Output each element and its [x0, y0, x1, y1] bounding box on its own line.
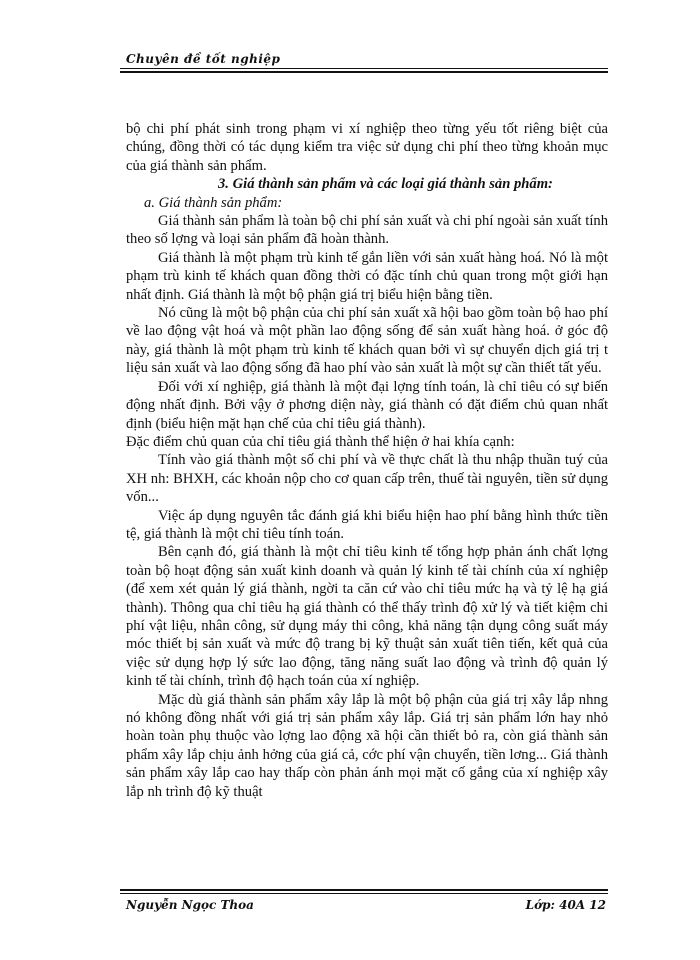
page-header-title: Chuyên đề tốt nghiệp	[126, 52, 281, 66]
paragraph-5: Đối với xí nghiệp, giá thành là một đại lợng tính toán, là chỉ tiêu có sự biến động nhất định. Bởi vậy ở phơng diện này, giá thành có đặt điểm chủ quan nhất định (biểu hiện mặt hạn chế của chỉ tiêu giá thành).	[126, 378, 608, 432]
footer-rule	[120, 893, 608, 894]
subheading: a. Giá thành sản phẩm:	[144, 194, 283, 211]
paragraph-7: Tính vào giá thành một số chi phí và về thực chất là thu nhập thuần tuý của XH nh: BHXH, các khoản nộp cho cơ quan cấp trên, thuế tài nguyên, tiền sử dụng vốn...	[126, 452, 608, 506]
header-rule-double	[120, 71, 608, 73]
paragraph-8: Việc áp dụng nguyên tắc đánh giá khi biểu hiện hao phí bằng hình thức tiền tệ, giá thành là một chỉ tiêu tính toán.	[126, 507, 608, 542]
footer-class: Lớp: 40A 12	[525, 898, 606, 912]
section-title: 3. Giá thành sản phẩm và các loại giá thành sản phẩm:	[218, 176, 553, 193]
header-rule	[120, 68, 608, 69]
page-body	[126, 120, 608, 801]
paragraph-6: Đặc điểm chủ quan của chỉ tiêu giá thành thể hiện ở hai khía cạnh:	[126, 433, 515, 450]
paragraph-2: Giá thành sản phẩm là toàn bộ chi phí sản xuất và chi phí ngoài sản xuất tính theo số lợng và loại sản phẩm đã hoàn thành.	[126, 213, 608, 248]
paragraph-4: Nó cũng là một bộ phận của chi phí sản xuất xã hội bao gồm toàn bộ hao phí về lao động vật hoá và một phần lao động sống để sản xuất hàng hoá. ở góc độ này, giá thành là một phạm trù kinh tế khách quan bởi vì sự chuyển dịch giá trị t liệu sản xuất và lao động sống đã hao phí vào sản xuất là một sự cần thiết tất yếu.	[126, 305, 608, 377]
paragraph-3: Giá thành là một phạm trù kinh tế gắn liền với sản xuất hàng hoá. Nó là một phạm trù kinh tế khách quan đồng thời có đặc tính chủ quan trong một giới hạn nhất định. Giá thành là một bộ phận giá trị biểu hiện bằng tiền.	[126, 249, 608, 303]
paragraph-1: bộ chi phí phát sinh trong phạm vi xí nghiệp theo từng yếu tốt riêng biệt của chúng, đồng thời có tác dụng kiểm tra việc sử dụng chi phí theo từng khoản mục của giá thành sản phẩm.	[126, 121, 608, 174]
paragraph-9: Bên cạnh đó, giá thành là một chỉ tiêu kinh tế tổng hợp phản ánh chất lợng toàn bộ hoạt động sản xuất kinh doanh và quản lý kinh tế tài chính của xí nghiệp (để xem xét quản lý giá thành, ngời ta căn cứ vào chỉ tiêu mức hạ và tỷ lệ hạ giá thành). Thông qua chỉ tiêu hạ giá thành có thể thấy trình độ xử lý và tiết kiệm chi phí vật liệu, nhân công, sử dụng máy thi công, khả năng tận dụng công suất máy móc thiết bị sản xuất và mức độ trang bị kỹ thuật sản xuất tiên tiến, kết quả của việc sử dụng hợp lý sức lao động, tăng năng suất lao động và trình độ quản lý kinh tế tài chính, trình độ hạch toán của xí nghiệp.	[126, 544, 608, 690]
footer-author: Nguyễn Ngọc Thoa	[126, 898, 254, 912]
footer-rule-double	[120, 889, 608, 891]
paragraph-10: Mặc dù giá thành sản phẩm xây lắp là một bộ phận của giá trị xây lắp nhng nó không đồng nhất với giá trị sản phẩm xây lắp. Giá trị sản phẩm lớn hay nhỏ hoàn toàn phụ thuộc vào lợng lao động xã hội cần thiết bỏ ra, còn giá thành sản phẩm xây lắp chịu ảnh hởng của giá cả, cớc phí vận chuyển, tiền lơng... Giá thành sản phẩm xây lắp cao hay thấp còn phản ánh mọi mặt cố gắng của xí nghiệp xây lắp nh trình độ kỹ thuật	[126, 691, 608, 800]
